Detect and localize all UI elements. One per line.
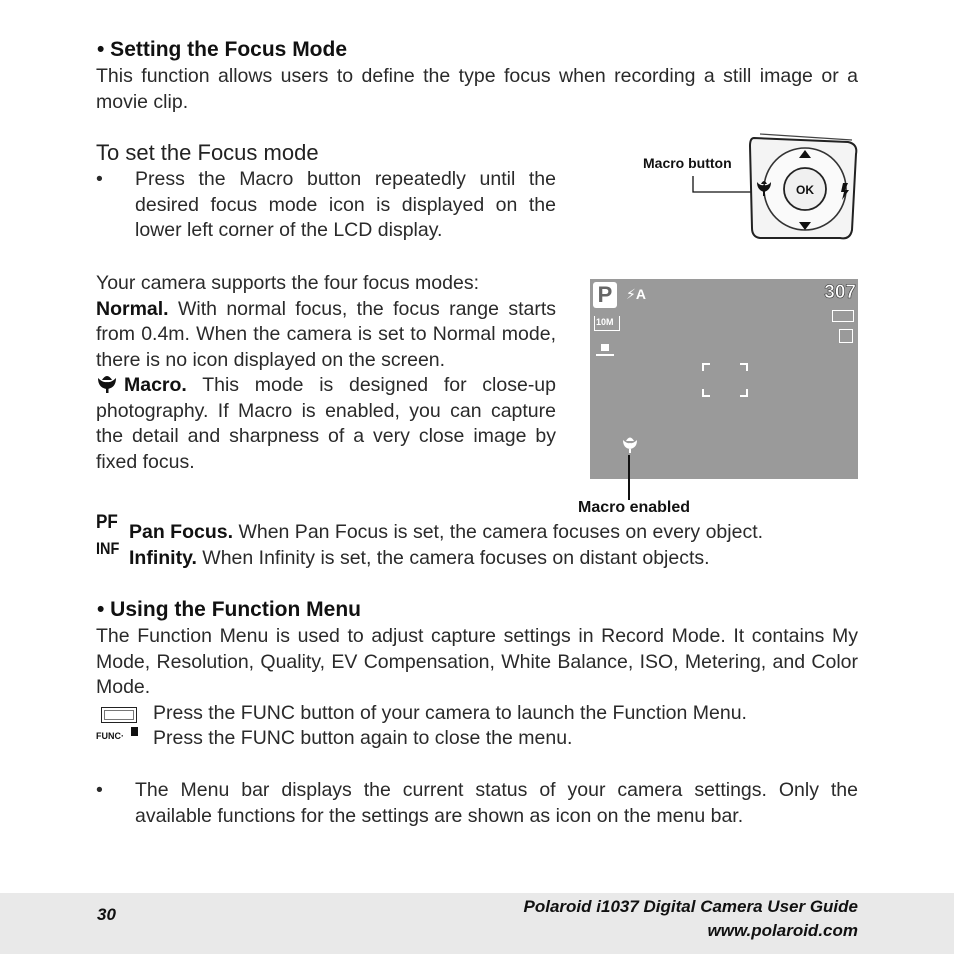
howto-step-text: Press the Macro button repeatedly until the desired focus mode icon is displayed on the lower left corner of the LCD display. (135, 168, 556, 241)
normal-mode-desc (96, 297, 556, 374)
guide-title: Polaroid i1037 Digital Camera User Guide (523, 897, 858, 916)
resolution-icon (594, 316, 620, 331)
trash-icon (131, 727, 138, 736)
focus-modes-block (96, 271, 556, 475)
battery-icon (832, 310, 854, 322)
section-heading-focus-mode: • Setting the Focus Mode (97, 38, 348, 61)
ok-button-label: OK (796, 183, 814, 197)
page-number: 30 (97, 905, 116, 924)
bullet: • (96, 168, 103, 190)
infinity-text: When Infinity is set, the camera focuses on distant objects. (196, 547, 710, 569)
macro-enabled-leader-line (628, 455, 630, 500)
macro-mode-desc (96, 373, 556, 475)
func-button-icon (101, 707, 137, 723)
memory-card-icon (839, 329, 853, 343)
supports-text: Your camera supports the four focus modes: (96, 272, 479, 294)
infinity-label: Infinity. (129, 547, 197, 569)
press-func-open: Press the FUNC button of your camera to launch the Function Menu. (153, 702, 747, 724)
focus-frame (702, 363, 748, 397)
pan-focus-label: Pan Focus. (129, 521, 234, 543)
howto-title: To set the Focus mode (96, 140, 319, 165)
infinity-icon: INF (96, 539, 120, 558)
camera-dpad-figure (690, 130, 860, 245)
quality-icon (596, 342, 614, 356)
pan-focus-text: When Pan Focus is set, the camera focuses on every object. (233, 521, 764, 543)
macro-button-label: Macro button (643, 155, 732, 171)
func-delete-icon: FUNC· (96, 731, 124, 741)
infinity-desc (129, 546, 869, 572)
macro-flower-icon (96, 373, 118, 393)
macro-text: This mode is designed for close-up photography. If Macro is enabled, you can capture the detail and sharpness of a very close image by fixed focus. (96, 374, 556, 473)
mode-badge (593, 282, 617, 308)
macro-label: Macro. (124, 374, 187, 396)
shot-count: 307 (824, 282, 856, 303)
howto-step (96, 167, 556, 244)
lcd-screen-figure (590, 279, 858, 479)
section-heading-function-menu: • Using the Function Menu (97, 598, 361, 621)
mode-label: P (597, 282, 613, 307)
normal-text: With normal focus, the focus range starts from 0.4m. When the camera is set to Normal mode, there is no icon displayed on the screen. (96, 297, 556, 371)
resolution-label: 10M (596, 317, 614, 327)
bullet: • (96, 779, 103, 801)
flash-auto-icon: ⚡A (626, 286, 646, 302)
macro-enabled-label: Macro enabled (578, 499, 691, 516)
menu-bar-note (96, 778, 858, 829)
pan-focus-icon: PF (96, 512, 118, 533)
normal-label: Normal. (96, 297, 169, 320)
website-url: www.polaroid.com (707, 921, 858, 940)
pan-focus-desc (129, 520, 869, 546)
focus-mode-intro: This function allows users to define the type focus when recording a still image or a movie clip. (96, 65, 858, 113)
function-menu-intro: The Function Menu is used to adjust capture settings in Record Mode. It contains My Mode, Resolution, Quality, EV Compensation, White Balance, ISO, Metering, and Color Mode. (96, 625, 858, 698)
menu-bar-text: The Menu bar displays the current status of your camera settings. Only the available functions for the settings are shown as icon on the menu bar. (135, 779, 858, 827)
macro-enabled-icon (620, 434, 640, 454)
press-func-close: Press the FUNC button again to close the menu. (153, 727, 573, 749)
